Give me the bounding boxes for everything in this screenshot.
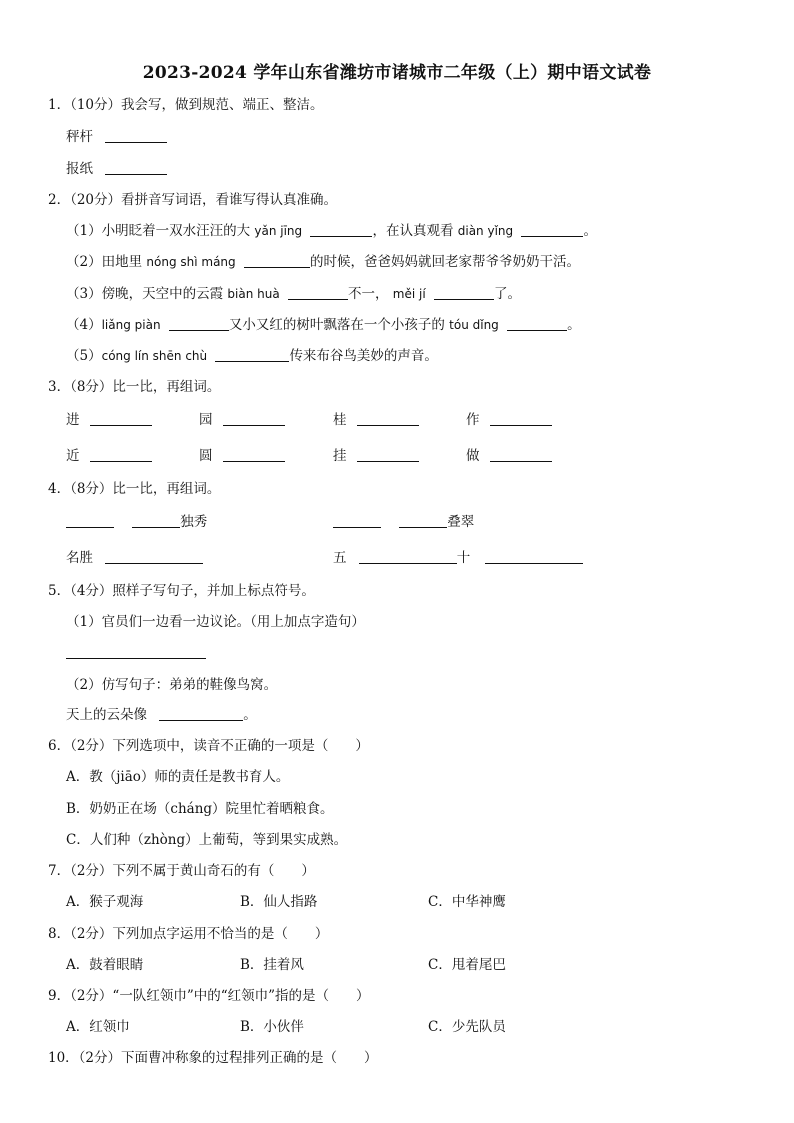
answer-blank[interactable] [357, 447, 419, 462]
pinyin: nóng shì máng [146, 255, 236, 269]
question-9-stem: 9．（2分）“一队红领巾”中的“红领巾”指的是（ ） [48, 988, 370, 1004]
question-3-cell [333, 411, 419, 429]
sentence-text: 。 [583, 223, 597, 239]
question-10-stem: 10．（2分）下面曹冲称象的过程排列正确的是（ ） [48, 1050, 378, 1066]
answer-blank[interactable] [359, 549, 457, 564]
question-3-cell [466, 447, 552, 465]
question-7-option-a[interactable]: A．猴子观海 [66, 894, 144, 910]
answer-blank[interactable] [223, 447, 285, 462]
answer-blank[interactable] [159, 706, 243, 721]
pinyin: diàn yǐng [457, 224, 514, 238]
question-3-cell [66, 447, 152, 465]
question-8-option-c[interactable]: C．甩着尾巴 [428, 957, 506, 973]
answer-blank[interactable] [105, 128, 167, 143]
question-4-stem: 4．（8分）比一比，再组词。 [48, 481, 221, 497]
char: 挂 [333, 448, 347, 464]
answer-blank[interactable] [90, 411, 152, 426]
sentence-text: ，在认真观看 [372, 223, 454, 239]
question-1-item-2 [66, 160, 167, 178]
idiom-part: 十 [456, 550, 471, 566]
char: 近 [66, 448, 80, 464]
answer-blank[interactable] [399, 513, 447, 528]
sentence-text: （1）小明眨着一双水汪汪的大 [66, 223, 251, 239]
item-word: 报纸 [66, 161, 93, 177]
question-4-row-1-left [66, 513, 207, 531]
question-1-stem: 1．（10分）我会写，做到规范、端正、整洁。 [48, 97, 324, 113]
sentence-text: 又小又红的树叶飘落在一个小孩子的 [228, 317, 445, 333]
sentence-text: 不一， [347, 286, 389, 302]
answer-blank[interactable] [132, 513, 180, 528]
idiom-part: 叠翠 [447, 514, 475, 530]
answer-blank[interactable] [357, 411, 419, 426]
answer-blank[interactable] [169, 316, 229, 331]
answer-blank[interactable] [90, 447, 152, 462]
question-5-sub-2: （2）仿写句子：弟弟的鞋像鸟窝。 [66, 677, 278, 693]
answer-blank[interactable] [333, 513, 381, 528]
question-3-cell [66, 411, 152, 429]
question-6-option-b[interactable]: B．奶奶正在场（cháng）院里忙着晒粮食。 [66, 801, 334, 817]
item-word: 秤杆 [66, 129, 93, 145]
sentence-text: 了。 [493, 286, 521, 302]
question-9-option-a[interactable]: A．红领巾 [66, 1019, 130, 1035]
question-2-line-4 [66, 316, 581, 334]
answer-blank[interactable] [490, 447, 552, 462]
question-5-stem: 5．（4分）照样子写句子，并加上标点符号。 [48, 583, 315, 599]
question-7-option-b[interactable]: B．仙人指路 [240, 894, 318, 910]
char: 进 [66, 412, 80, 428]
question-3-cell [199, 411, 285, 429]
sentence-text: （4） [66, 317, 102, 333]
question-2-line-3 [66, 285, 521, 303]
question-3-cell [466, 411, 552, 429]
question-5-sub-1-answer [66, 644, 206, 662]
char: 圆 [199, 448, 213, 464]
char: 园 [199, 412, 213, 428]
question-6-option-a[interactable]: A．教（jiāo）师的责任是教书育人。 [66, 769, 290, 785]
question-7-option-c[interactable]: C．中华神鹰 [428, 894, 506, 910]
question-8-option-a[interactable]: A．鼓着眼睛 [66, 957, 144, 973]
pinyin: yǎn jīng [254, 224, 303, 238]
answer-blank[interactable] [66, 644, 206, 659]
question-4-row-2-left [66, 549, 203, 567]
sentence-text: 天上的云朵像 [66, 707, 147, 723]
question-6-option-c[interactable]: C．人们种（zhòng）上葡萄，等到果实成熟。 [66, 832, 348, 848]
sentence-text: （5） [66, 348, 102, 364]
question-2-line-1 [66, 222, 597, 240]
question-8-stem: 8．（2分）下列加点字运用不恰当的是（ ） [48, 926, 329, 942]
idiom-part: 名胜 [66, 550, 93, 566]
answer-blank[interactable] [288, 285, 348, 300]
idiom-part: 五 [333, 550, 347, 566]
char: 做 [466, 448, 480, 464]
question-1-item-1 [66, 128, 167, 146]
pinyin: liǎng piàn [101, 318, 161, 332]
answer-blank[interactable] [521, 222, 583, 237]
pinyin: cóng lín shēn chù [101, 349, 208, 363]
answer-blank[interactable] [434, 285, 494, 300]
question-4-row-2-right [333, 549, 583, 567]
question-6-stem: 6．（2分）下列选项中，读音不正确的一项是（ ） [48, 738, 369, 754]
question-3-cell [199, 447, 285, 465]
sentence-text: 。 [243, 707, 257, 723]
answer-blank[interactable] [310, 222, 372, 237]
question-2-line-5 [66, 347, 438, 365]
answer-blank[interactable] [105, 160, 167, 175]
sentence-text: （3）傍晚，天空中的云霞 [66, 286, 224, 302]
answer-blank[interactable] [66, 513, 114, 528]
pinyin: tóu dǐng [449, 318, 499, 332]
question-3-cell [333, 447, 419, 465]
answer-blank[interactable] [244, 253, 310, 268]
question-4-row-1-right [333, 513, 474, 531]
question-3-stem: 3．（8分）比一比，再组词。 [48, 379, 221, 395]
sentence-text: 的时候，爸爸妈妈就回老家帮爷爷奶奶干活。 [309, 254, 580, 270]
question-5-sub-2-answer [66, 706, 257, 724]
idiom-part: 独秀 [180, 514, 208, 530]
pinyin: biàn huà [227, 287, 280, 301]
question-9-option-b[interactable]: B．小伙伴 [240, 1019, 304, 1035]
question-2-line-2 [66, 253, 580, 271]
answer-blank[interactable] [105, 549, 203, 564]
sentence-text: 。 [567, 317, 581, 333]
pinyin: měi jí [392, 287, 426, 301]
answer-blank[interactable] [215, 347, 289, 362]
char: 桂 [333, 412, 347, 428]
question-5-sub-1: （1）官员们一边看一边议论。（用上加点字造句） [66, 614, 365, 630]
sentence-text: 传来布谷鸟美妙的声音。 [289, 348, 438, 364]
answer-blank[interactable] [490, 411, 552, 426]
question-8-option-b[interactable]: B．挂着风 [240, 957, 304, 973]
sentence-text: （2）田地里 [66, 254, 143, 270]
question-2-stem: 2．（20分）看拼音写词语，看谁写得认真准确。 [48, 192, 338, 208]
page-title: 2023-2024 学年山东省潍坊市诸城市二年级（上）期中语文试卷 [142, 63, 652, 83]
answer-blank[interactable] [485, 549, 583, 564]
char: 作 [466, 412, 480, 428]
answer-blank[interactable] [507, 316, 567, 331]
question-7-stem: 7．（2分）下列不属于黄山奇石的有（ ） [48, 863, 315, 879]
answer-blank[interactable] [223, 411, 285, 426]
question-9-option-c[interactable]: C．少先队员 [428, 1019, 506, 1035]
